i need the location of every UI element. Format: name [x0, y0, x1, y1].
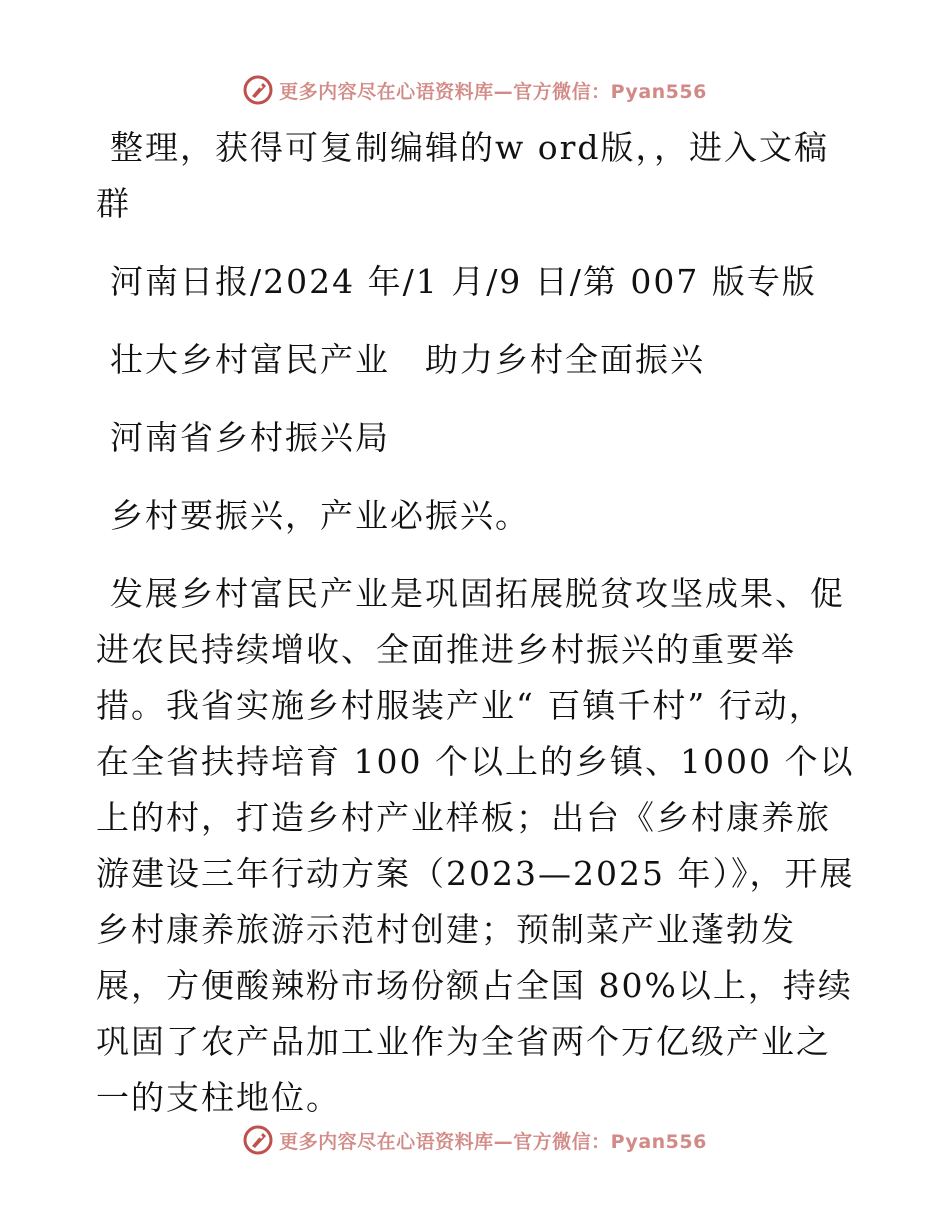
body-paragraph: 发展乡村富民产业是巩固拓展脱贫攻坚成果、促进农民持续增收、全面推进乡村振兴的重要举措。我省实施乡村服装产业“ 百镇千村” 行动，在全省扶持培育 100 个以上的乡镇、1000 个以上的村，打造乡村产业样板；出台《乡村康养旅游建设三年行动方案（2023—2025 年）》，开展乡村康养旅游示范村创建；预制菜产业蓬勃发展，方便酸辣粉市场份额占全国 80%以上，持续巩固了农产品加工业作为全省两个万亿级产业之一的支柱地位。	[96, 574, 855, 1117]
banner-text: 更多内容尽在心语资料库—官方微信：Pyan556	[279, 1130, 707, 1153]
document-body	[96, 120, 856, 1146]
lead-sentence: 乡村要振兴，产业必振兴。	[110, 496, 530, 535]
source-line: 河南日报/2024 年/1 月/9 日/第 007 版专版	[110, 262, 817, 301]
article-title: 壮大乡村富民产业 助力乡村全面振兴	[110, 340, 705, 379]
pen-nib-logo-icon	[243, 1125, 273, 1155]
banner-text: 更多内容尽在心语资料库—官方微信：Pyan556	[279, 80, 707, 103]
intro-note-paragraph: 整理，获得可复制编辑的w ord版，，进入文稿群	[96, 128, 830, 223]
footer-banner	[0, 1120, 950, 1160]
header-banner	[0, 70, 950, 110]
pen-nib-logo-icon	[243, 75, 273, 105]
article-author: 河南省乡村振兴局	[110, 418, 390, 457]
